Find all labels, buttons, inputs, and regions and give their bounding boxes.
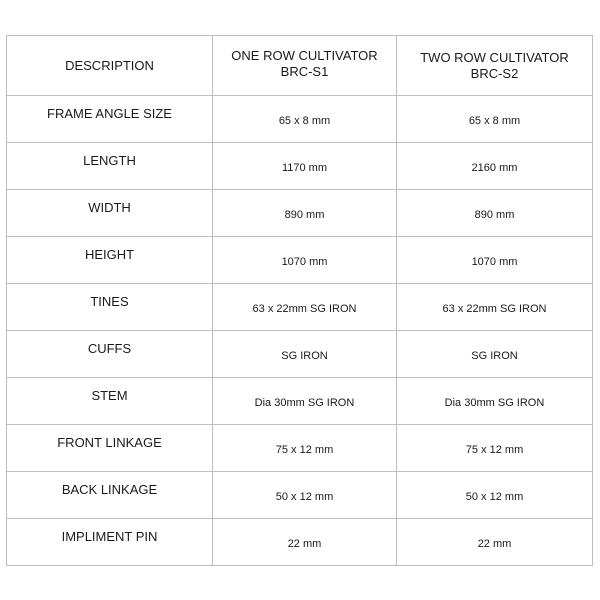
row-two-row-value: 1070 mm: [397, 237, 593, 284]
row-two-row-value: 75 x 12 mm: [397, 425, 593, 472]
table-row: [7, 237, 593, 284]
row-two-row-value: 2160 mm: [397, 143, 593, 190]
row-two-row-value: 50 x 12 mm: [397, 472, 593, 519]
row-description: HEIGHT: [7, 237, 213, 284]
spec-table-container: [6, 35, 593, 566]
row-one-row-value: 50 x 12 mm: [213, 472, 397, 519]
row-one-row-value: 75 x 12 mm: [213, 425, 397, 472]
row-one-row-value: 1070 mm: [213, 237, 397, 284]
row-two-row-value: 22 mm: [397, 519, 593, 566]
row-description: WIDTH: [7, 190, 213, 237]
header-description: DESCRIPTION: [7, 36, 213, 96]
header-two-row-cultivator: TWO ROW CULTIVATOR BRC-S2: [397, 36, 593, 96]
row-description: BACK LINKAGE: [7, 472, 213, 519]
table-header-row: [7, 36, 593, 96]
row-two-row-value: SG IRON: [397, 331, 593, 378]
table-row: [7, 190, 593, 237]
table-row: [7, 378, 593, 425]
row-two-row-value: 63 x 22mm SG IRON: [397, 284, 593, 331]
table-row: [7, 284, 593, 331]
table-row: [7, 425, 593, 472]
row-description: LENGTH: [7, 143, 213, 190]
row-one-row-value: Dia 30mm SG IRON: [213, 378, 397, 425]
table-row: [7, 472, 593, 519]
row-one-row-value: 890 mm: [213, 190, 397, 237]
table-row: [7, 519, 593, 566]
row-one-row-value: 65 x 8 mm: [213, 96, 397, 143]
row-two-row-value: 890 mm: [397, 190, 593, 237]
table-row: [7, 96, 593, 143]
row-description: TINES: [7, 284, 213, 331]
row-two-row-value: 65 x 8 mm: [397, 96, 593, 143]
row-one-row-value: 1170 mm: [213, 143, 397, 190]
header-one-row-cultivator: ONE ROW CULTIVATOR BRC-S1: [213, 36, 397, 96]
table-row: [7, 143, 593, 190]
row-description: FRAME ANGLE SIZE: [7, 96, 213, 143]
row-description: STEM: [7, 378, 213, 425]
row-two-row-value: Dia 30mm SG IRON: [397, 378, 593, 425]
row-description: FRONT LINKAGE: [7, 425, 213, 472]
row-description: CUFFS: [7, 331, 213, 378]
row-one-row-value: 63 x 22mm SG IRON: [213, 284, 397, 331]
row-description: IMPLIMENT PIN: [7, 519, 213, 566]
spec-table: [6, 35, 593, 566]
table-row: [7, 331, 593, 378]
row-one-row-value: SG IRON: [213, 331, 397, 378]
row-one-row-value: 22 mm: [213, 519, 397, 566]
